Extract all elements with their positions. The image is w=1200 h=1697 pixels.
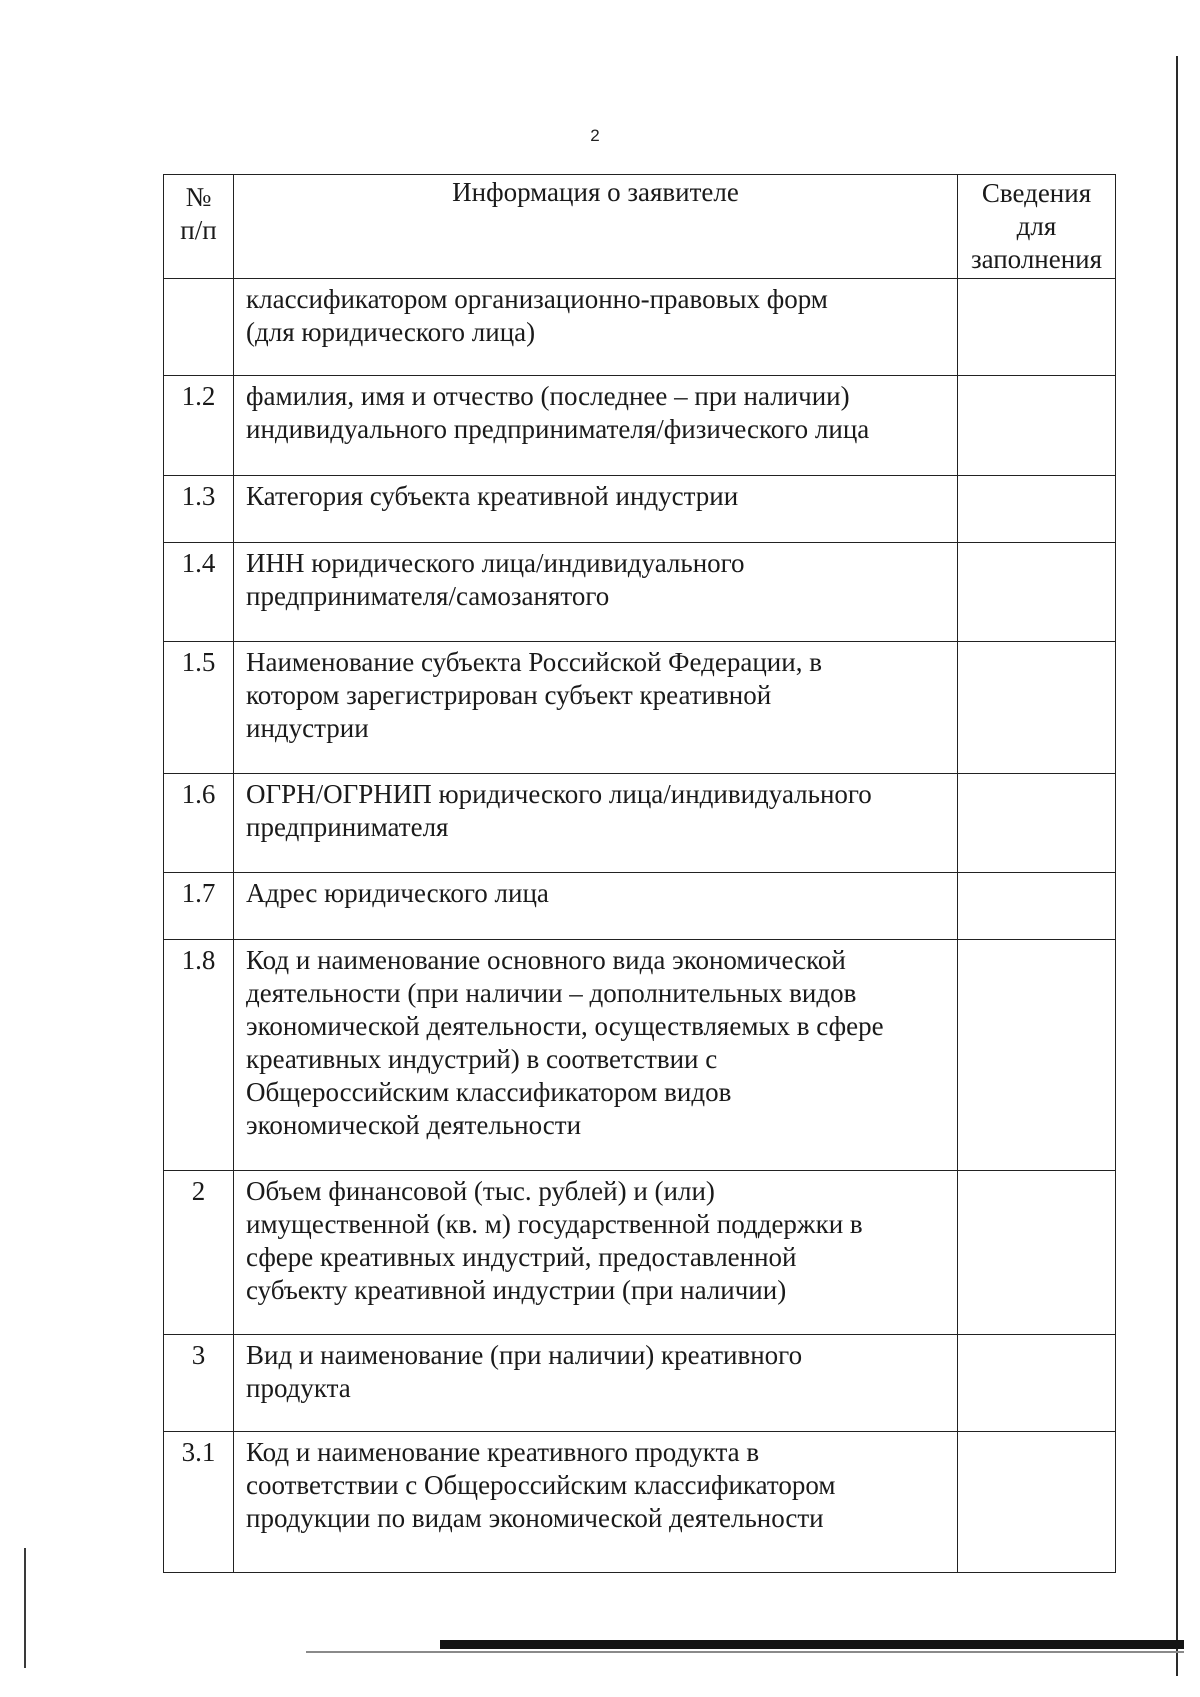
table-row	[164, 543, 1116, 642]
row-info-line: соответствии с Общероссийским классификатором	[246, 1470, 836, 1500]
row-info-line: котором зарегистрирован субъект креативной	[246, 680, 772, 710]
row-fill-cell[interactable]	[958, 543, 1116, 642]
row-fill-cell[interactable]	[958, 1171, 1116, 1335]
header-info-label: Информация о заявителе	[452, 177, 739, 207]
row-info-line: экономической деятельности, осуществляемых в сфере	[246, 1011, 884, 1041]
row-info-cell	[234, 543, 958, 642]
row-fill-cell[interactable]	[958, 376, 1116, 476]
row-info-line: экономической деятельности	[246, 1110, 582, 1140]
column-header-number	[164, 175, 234, 279]
row-number-cell: 1.2	[164, 376, 234, 476]
row-info-cell	[234, 1171, 958, 1335]
table-row	[164, 1171, 1116, 1335]
header-number-symbol: №	[185, 182, 212, 212]
row-info-line: Код и наименование креативного продукта в	[246, 1437, 760, 1467]
row-info-cell	[234, 1432, 958, 1573]
row-info-line: продукции по видам экономической деятельности	[246, 1503, 824, 1533]
scan-bar-bottom	[440, 1640, 1184, 1649]
table-row	[164, 940, 1116, 1171]
row-fill-cell[interactable]	[958, 1432, 1116, 1573]
applicant-info-table	[163, 174, 1116, 1573]
row-info-line: Объем финансовой (тыс. рублей) и (или)	[246, 1176, 715, 1206]
row-info-cell	[234, 873, 958, 940]
scan-edge-right	[1176, 56, 1178, 1676]
row-info-line: креативных индустрий) в соответствии с	[246, 1044, 718, 1074]
row-info-line: сфере креативных индустрий, предоставленной	[246, 1242, 797, 1272]
table-row	[164, 774, 1116, 873]
row-number-cell: 1.4	[164, 543, 234, 642]
row-fill-cell[interactable]	[958, 774, 1116, 873]
row-info-line: классификатором организационно-правовых форм	[246, 284, 828, 314]
table-row	[164, 1432, 1116, 1573]
row-number-cell: 1.7	[164, 873, 234, 940]
row-fill-cell[interactable]	[958, 940, 1116, 1171]
table-body	[164, 279, 1116, 1573]
row-info-cell	[234, 376, 958, 476]
scan-bar-thin	[306, 1651, 1184, 1653]
row-info-line: имущественной (кв. м) государственной поддержки в	[246, 1209, 863, 1239]
row-number-cell	[164, 279, 234, 376]
header-fill-line3: заполнения	[970, 244, 1103, 274]
row-number-cell: 3	[164, 1335, 234, 1432]
row-info-line: индивидуального предпринимателя/физического лица	[246, 414, 870, 444]
row-fill-cell[interactable]	[958, 279, 1116, 376]
row-info-line: предпринимателя/самозанятого	[246, 581, 610, 611]
row-info-line: Вид и наименование (при наличии) креативного	[246, 1340, 803, 1370]
row-info-line: субъекту креативной индустрии (при наличии)	[246, 1275, 787, 1305]
row-info-line: фамилия, имя и отчество (последнее – при наличии)	[246, 381, 850, 411]
column-header-info	[234, 175, 958, 279]
table-header-row	[164, 175, 1116, 279]
header-number-abbr: п/п	[180, 215, 217, 245]
row-info-cell	[234, 774, 958, 873]
row-info-cell	[234, 642, 958, 774]
row-number-cell: 3.1	[164, 1432, 234, 1573]
row-number-cell: 2	[164, 1171, 234, 1335]
row-number-cell: 1.3	[164, 476, 234, 543]
row-info-line: Общероссийским классификатором видов	[246, 1077, 732, 1107]
row-info-cell	[234, 1335, 958, 1432]
row-info-line: индустрии	[246, 713, 369, 743]
row-number-cell: 1.8	[164, 940, 234, 1171]
row-fill-cell[interactable]	[958, 476, 1116, 543]
row-info-line: Наименование субъекта Российской Федерации, в	[246, 647, 822, 677]
row-fill-cell[interactable]	[958, 642, 1116, 774]
header-fill-line2: для	[1016, 211, 1057, 241]
column-header-fill	[958, 175, 1116, 279]
table-row	[164, 642, 1116, 774]
row-number-cell: 1.5	[164, 642, 234, 774]
table-row	[164, 1335, 1116, 1432]
row-fill-cell[interactable]	[958, 1335, 1116, 1432]
row-info-line: ОГРН/ОГРНИП юридического лица/индивидуального	[246, 779, 872, 809]
page-number: 2	[590, 126, 600, 145]
row-info-line: предпринимателя	[246, 812, 449, 842]
row-info-line: Адрес юридического лица	[246, 878, 549, 908]
row-info-cell	[234, 476, 958, 543]
table-row	[164, 279, 1116, 376]
row-info-line: продукта	[246, 1373, 351, 1403]
row-fill-cell[interactable]	[958, 873, 1116, 940]
row-info-line: (для юридического лица)	[246, 317, 536, 347]
row-info-line: деятельности (при наличии – дополнительных видов	[246, 978, 857, 1008]
table-row	[164, 476, 1116, 543]
row-info-line: ИНН юридического лица/индивидуального	[246, 548, 745, 578]
row-info-line: Категория субъекта креативной индустрии	[246, 481, 739, 511]
scan-edge-left	[24, 1548, 26, 1668]
row-info-cell	[234, 940, 958, 1171]
table-row	[164, 873, 1116, 940]
row-info-line: Код и наименование основного вида экономической	[246, 945, 846, 975]
header-fill-line1: Сведения	[981, 178, 1092, 208]
row-info-cell	[234, 279, 958, 376]
row-number-cell: 1.6	[164, 774, 234, 873]
table-row	[164, 376, 1116, 476]
